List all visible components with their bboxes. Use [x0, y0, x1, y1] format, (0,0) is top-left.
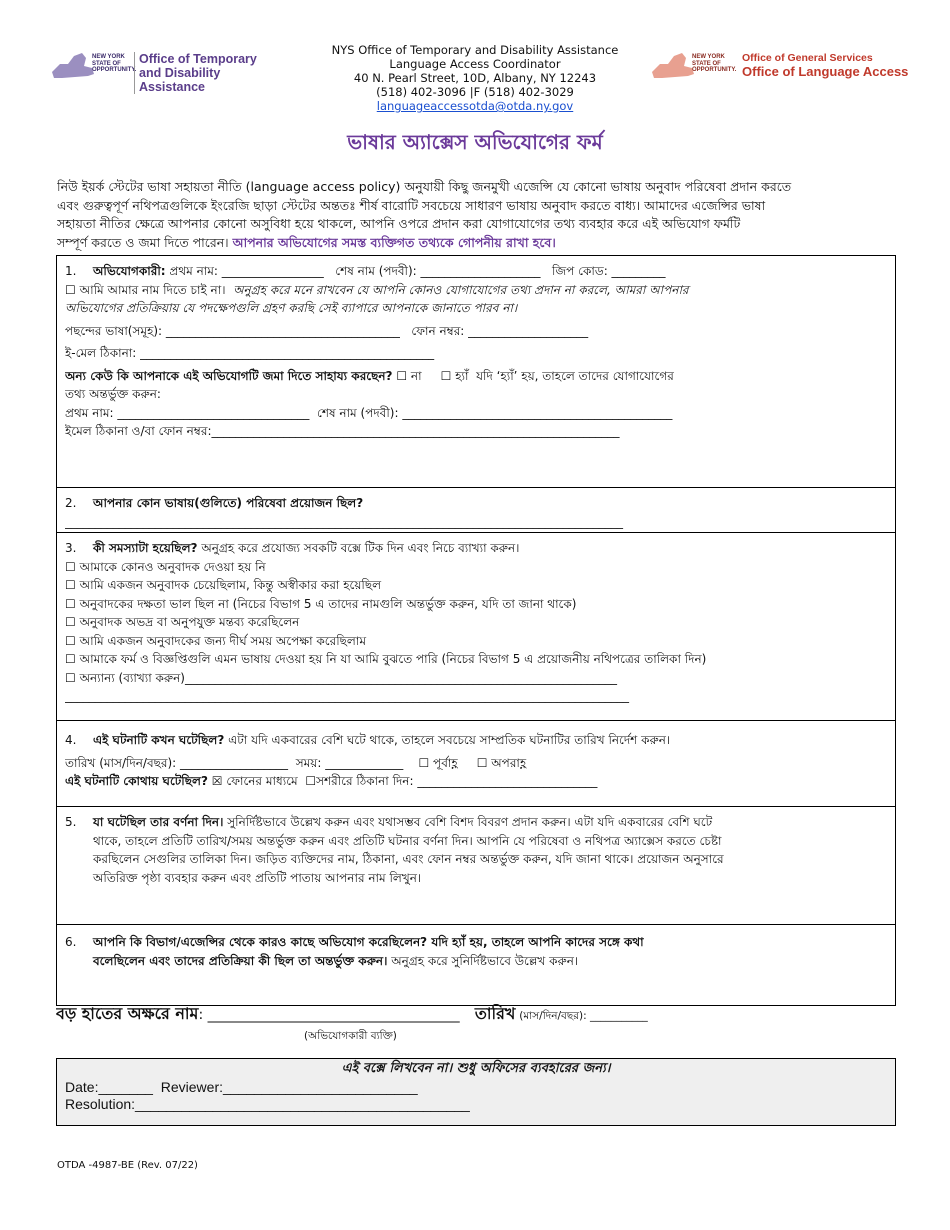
section-prior-complaint — [57, 925, 895, 1005]
problem-option-checkbox[interactable]: ☐ আমাকে কোনও অনুবাদক দেওয়া হয় নি — [65, 559, 266, 574]
section-number: 6. — [65, 935, 77, 949]
problem-question: কী সমস্যাটা হয়েছিল? — [93, 541, 198, 555]
problem-option-checkbox[interactable]: ☐ অনুবাদকের দক্ষতা ভাল ছিল না (নিচের বিভাগ 5 এ তাদের নামগুলি অন্তর্ভুক্ত করুন, যদি তা জানা থাকে) — [65, 596, 577, 611]
description-question: যা ঘটেছিল তার বর্ণনা দিন। — [93, 815, 224, 829]
email-field[interactable]: ই-মেল ঠিকানা: _________________________________________________ — [65, 346, 435, 360]
section-number: 4. — [65, 733, 77, 747]
intro-line: নিউ ইয়র্ক স্টেটের ভাষা সহায়তা নীতি (language access policy) অনুযায়ী কিছু জনমুখী এজেন্সি যে কোনো ভাষায় অনুবাদ পরিষেবা প্রদান করতে — [57, 179, 792, 194]
am-checkbox[interactable]: ☐ পূর্বাহ্ণ — [418, 755, 458, 770]
page-title: ভাষার অ্যাক্সেস অভিযোগের ফর্ম — [347, 130, 603, 154]
signature-row — [56, 1004, 894, 1046]
time-field[interactable]: সময়: _____________ — [295, 755, 404, 770]
ny-state-line3: OPPORTUNITY. — [692, 67, 737, 73]
helper-yes-checkbox[interactable]: ☐ হ্যাঁ — [440, 368, 469, 383]
problem-option-checkbox[interactable]: ☐ আমি একজন অনুবাদকের জন্য দীর্ঘ সময় অপেক্ষা করেছিলাম — [65, 633, 366, 648]
signature-date-field[interactable]: (মাস/দিন/বছর): ___________ — [519, 1010, 648, 1022]
problem-option-checkbox[interactable]: ☐ আমি একজন অনুবাদক চেয়েছিলাম, কিন্তু অস্বীকার করা হয়েছিল — [65, 578, 382, 592]
complaint-form — [56, 255, 896, 1006]
ny-state-line2: STATE OF — [92, 60, 121, 67]
language-answer-line[interactable]: _____________________________________________________________________________________________ — [65, 514, 623, 529]
helper-contact-field[interactable]: ইমেল ঠিকানা ও/বা ফোন নম্বর:____________________________________________________________________ — [65, 424, 620, 438]
first-name-field[interactable]: প্রথম নাম: _________________ — [169, 264, 324, 278]
section-number: 1. — [65, 264, 77, 278]
when-instruction: এটা যদি একবারের বেশি ঘটে থাকে, তাহলে সবচেয়ে সাম্প্রতিক ঘটনাটির তারিখ নির্দেশ করুন। — [228, 733, 671, 747]
by-phone-checkbox[interactable]: ☒ ফোনের মাধ্যমে — [211, 774, 298, 788]
ny-state-line3: OPPORTUNITY. — [92, 67, 137, 73]
address-line: NYS Office of Temporary and Disability Assistance — [331, 43, 619, 57]
office-date-field[interactable]: Date:_______ — [65, 1079, 153, 1095]
date-label: তারিখ — [474, 1004, 516, 1023]
address-line: (518) 402-3096 |F (518) 402-3029 — [376, 85, 574, 99]
section-when — [57, 721, 895, 807]
address-line: Language Access Coordinator — [389, 57, 561, 71]
prior-complaint-question: বলেছিলেন এবং তাদের প্রতিক্রিয়া কী ছিল তা অন্তর্ভুক্ত করুন। — [93, 953, 388, 968]
intro-line: সহায়তা নীতির ক্ষেত্রে আপনার কোনো অসুবিধা হয়ে থাকলে, আপনি ওপরে প্রদান করা যোগাযোগের তথ্য ব্যবহার করে এই অভিযোগ ফর্মটি — [57, 216, 741, 231]
pm-checkbox[interactable]: ☐ অপরাহ্ণ — [476, 755, 527, 770]
last-name-field[interactable]: শেষ নাম (পদবী): ____________________ — [335, 264, 541, 278]
printed-name-field[interactable]: : ____________________________________ — [198, 1007, 460, 1023]
confidentiality-note: আপনার অভিযোগের সমস্ত ব্যক্তিগত তথ্যকে গোপনীয় রাখা হবে। — [232, 234, 556, 250]
complainant-label: অভিযোগকারী: — [93, 264, 166, 278]
ola-logo-line2: Office of Language Access — [742, 64, 909, 79]
ola-logo-line1: Office of General Services — [742, 52, 873, 64]
anonymous-note: অনুগ্রহ করে মনে রাখবেন যে আপনি কোনও যোগাযোগের তথ্য প্রদান না করলে, আমরা আপনার — [233, 282, 689, 297]
address-line: 40 N. Pearl Street, 10D, Albany, NY 12243 — [353, 71, 597, 85]
section-number: 2. — [65, 496, 77, 510]
ny-state-line2: STATE OF — [692, 60, 721, 67]
section-number: 3. — [65, 541, 77, 555]
description-instruction: করছিলেন সেগুলির তালিকা দিন। জড়িত ব্যক্তিদের নাম, ঠিকানা, এবং ফোন নম্বর অন্তর্ভুক্ত করুন, যদি জানা থাকে। প্রয়োজন অনুসারে — [93, 852, 724, 866]
phone-field[interactable]: ফোন নম্বর: ____________________ — [411, 323, 589, 338]
section-complainant — [57, 256, 895, 488]
problem-instruction: অনুগ্রহ করে প্রযোজ্য সবকটি বক্সে টিক দিন এবং নিচে ব্যাখ্যা করুন। — [201, 541, 520, 555]
date-field[interactable]: তারিখ (মাস/দিন/বছর): __________________ — [65, 755, 289, 770]
description-instruction: থাকে, তাহলে প্রতিটি তারিখ/সময় অন্তর্ভুক্ত করুন এবং প্রতিটি ঘটনার বর্ণনা দিন। আপনি যে পরিষেবা ও নথিপত্র অ্যাক্সেস করতে চেষ্টা — [93, 833, 722, 848]
reviewer-field[interactable]: Reviewer:_________________________ — [160, 1079, 418, 1095]
intro-line: এবং গুরুত্বপূর্ণ নথিপত্রগুলিকে ইংরেজি ছাড়া স্টেটের অন্ততঃ শীর্ষ বারোটি সবচেয়ে সাধারণ ভাষায় অনুবাদ করতে বাধ্য। আমাদের এজেন্সির ভাষা — [57, 197, 766, 213]
problem-explain-line[interactable]: ______________________________________________________________________________________________ — [65, 689, 629, 703]
ny-state-line1: NEW YORK — [692, 54, 725, 60]
helper-last-name-field[interactable]: শেষ নাম (পদবী): _____________________________________________ — [317, 405, 673, 420]
form-number: OTDA -4987-BE (Rev. 07/22) — [57, 1160, 198, 1171]
helper-no-checkbox[interactable]: ☐ না — [396, 368, 422, 383]
problem-option-other[interactable]: ☐ অন্যান্য (ব্যাখ্যা করুন)________________________________________________________________________ — [65, 670, 617, 685]
problem-option-checkbox[interactable]: ☐ অনুবাদক অভদ্র বা অনুপযুক্ত মন্তব্য করেছিলেন — [65, 615, 300, 629]
helper-question: অন্য কেউ কি আপনাকে এই অভিযোগটি জমা দিতে সাহায্য করছেন? — [65, 368, 393, 383]
when-question: এই ঘটনাটি কখন ঘটেছিল? — [93, 733, 225, 747]
intro-paragraph — [57, 178, 897, 252]
zip-field[interactable]: জিপ কোড: _________ — [551, 264, 666, 278]
preferred-language-field[interactable]: পছন্দের ভাষা(সমূহ): _______________________________________ — [65, 323, 400, 338]
office-use-box — [56, 1058, 896, 1126]
description-instruction: সুনির্দিষ্টভাবে উল্লেখ করুন এবং যথাসম্ভব বেশি বিশদ বিবরণ প্রদান করুন। এটা যদি একবারের বেশি ঘটে — [227, 815, 713, 829]
description-instruction: অতিরিক্ত পৃষ্ঠা ব্যবহার করুন এবং প্রতিটি পাতায় আপনার নাম লিখুন। — [93, 870, 422, 885]
section-problem — [57, 533, 895, 721]
printed-name-label: বড় হাতের অক্ষরে নাম — [56, 1004, 199, 1023]
office-use-heading: এই বক্সে লিখবেন না। শুধু অফিসের ব্যবহারের জন্য। — [341, 1061, 611, 1076]
section-language — [57, 488, 895, 533]
problem-option-checkbox[interactable]: ☐ আমাকে ফর্ম ও বিজ্ঞপ্তিগুলি এমন ভাষায় দেওয়া হয় নি যা আমি বুঝতে পারি (নিচের বিভাগ 5 এ প্রয়োজনীয় নথিপত্রের তালিকা দিন) — [65, 652, 707, 666]
in-person-address-field[interactable]: ☐সশরীরে ঠিকানা দিন: ______________________________ — [305, 774, 598, 788]
where-question: এই ঘটনাটি কোথায় ঘটেছিল? — [65, 774, 208, 788]
ny-state-line1: NEW YORK — [92, 54, 125, 60]
section-description — [57, 807, 895, 925]
email-link[interactable]: languageaccessotda@otda.ny.gov — [376, 99, 574, 113]
helper-first-name-field[interactable]: প্রথম নাম: ________________________________ — [65, 405, 310, 420]
section-number: 5. — [65, 815, 77, 829]
anonymous-note: অভিযোগের প্রতিক্রিয়ায় যে পদক্ষেপগুলি গ্রহণ করছি সেই ব্যাপারে আপনাকে জানাতে পারব না। — [65, 301, 518, 315]
intro-line: সম্পূর্ণ করতে ও জমা দিতে পারেন। — [57, 234, 229, 250]
resolution-field[interactable]: Resolution:___________________________________________ — [65, 1096, 470, 1112]
anonymous-checkbox[interactable]: ☐ আমি আমার নাম দিতে চাই না। — [65, 282, 226, 297]
otda-logo-line1: Office of Temporary — [139, 52, 257, 66]
prior-complaint-question: আপনি কি বিভাগ/এজেন্সির থেকে কারও কাছে অভিযোগ করেছিলেন? যদি হ্যাঁ হয়, তাহলে আপনি কাদের সঙ্গে কথা — [93, 935, 644, 949]
helper-instruction: তথ্য অন্তর্ভুক্ত করুন: — [65, 387, 161, 401]
header-address — [300, 43, 650, 113]
helper-instruction: যদি ‘হ্যাঁ’ হয়, তাহলে তাদের যোগাযোগের — [476, 368, 674, 383]
ola-logo — [648, 50, 918, 90]
complainant-caption: (অভিযোগকারী ব্যক্তি) — [304, 1030, 397, 1042]
language-question: আপনার কোন ভাষায়(গুলিতে) পরিষেবা প্রয়োজন ছিল? — [93, 496, 364, 510]
prior-complaint-instruction: অনুগ্রহ করে সুনির্দিষ্টভাবে উল্লেখ করুন। — [391, 953, 579, 968]
otda-logo-line2: and Disability Assistance — [139, 66, 221, 94]
otda-logo — [48, 50, 288, 94]
